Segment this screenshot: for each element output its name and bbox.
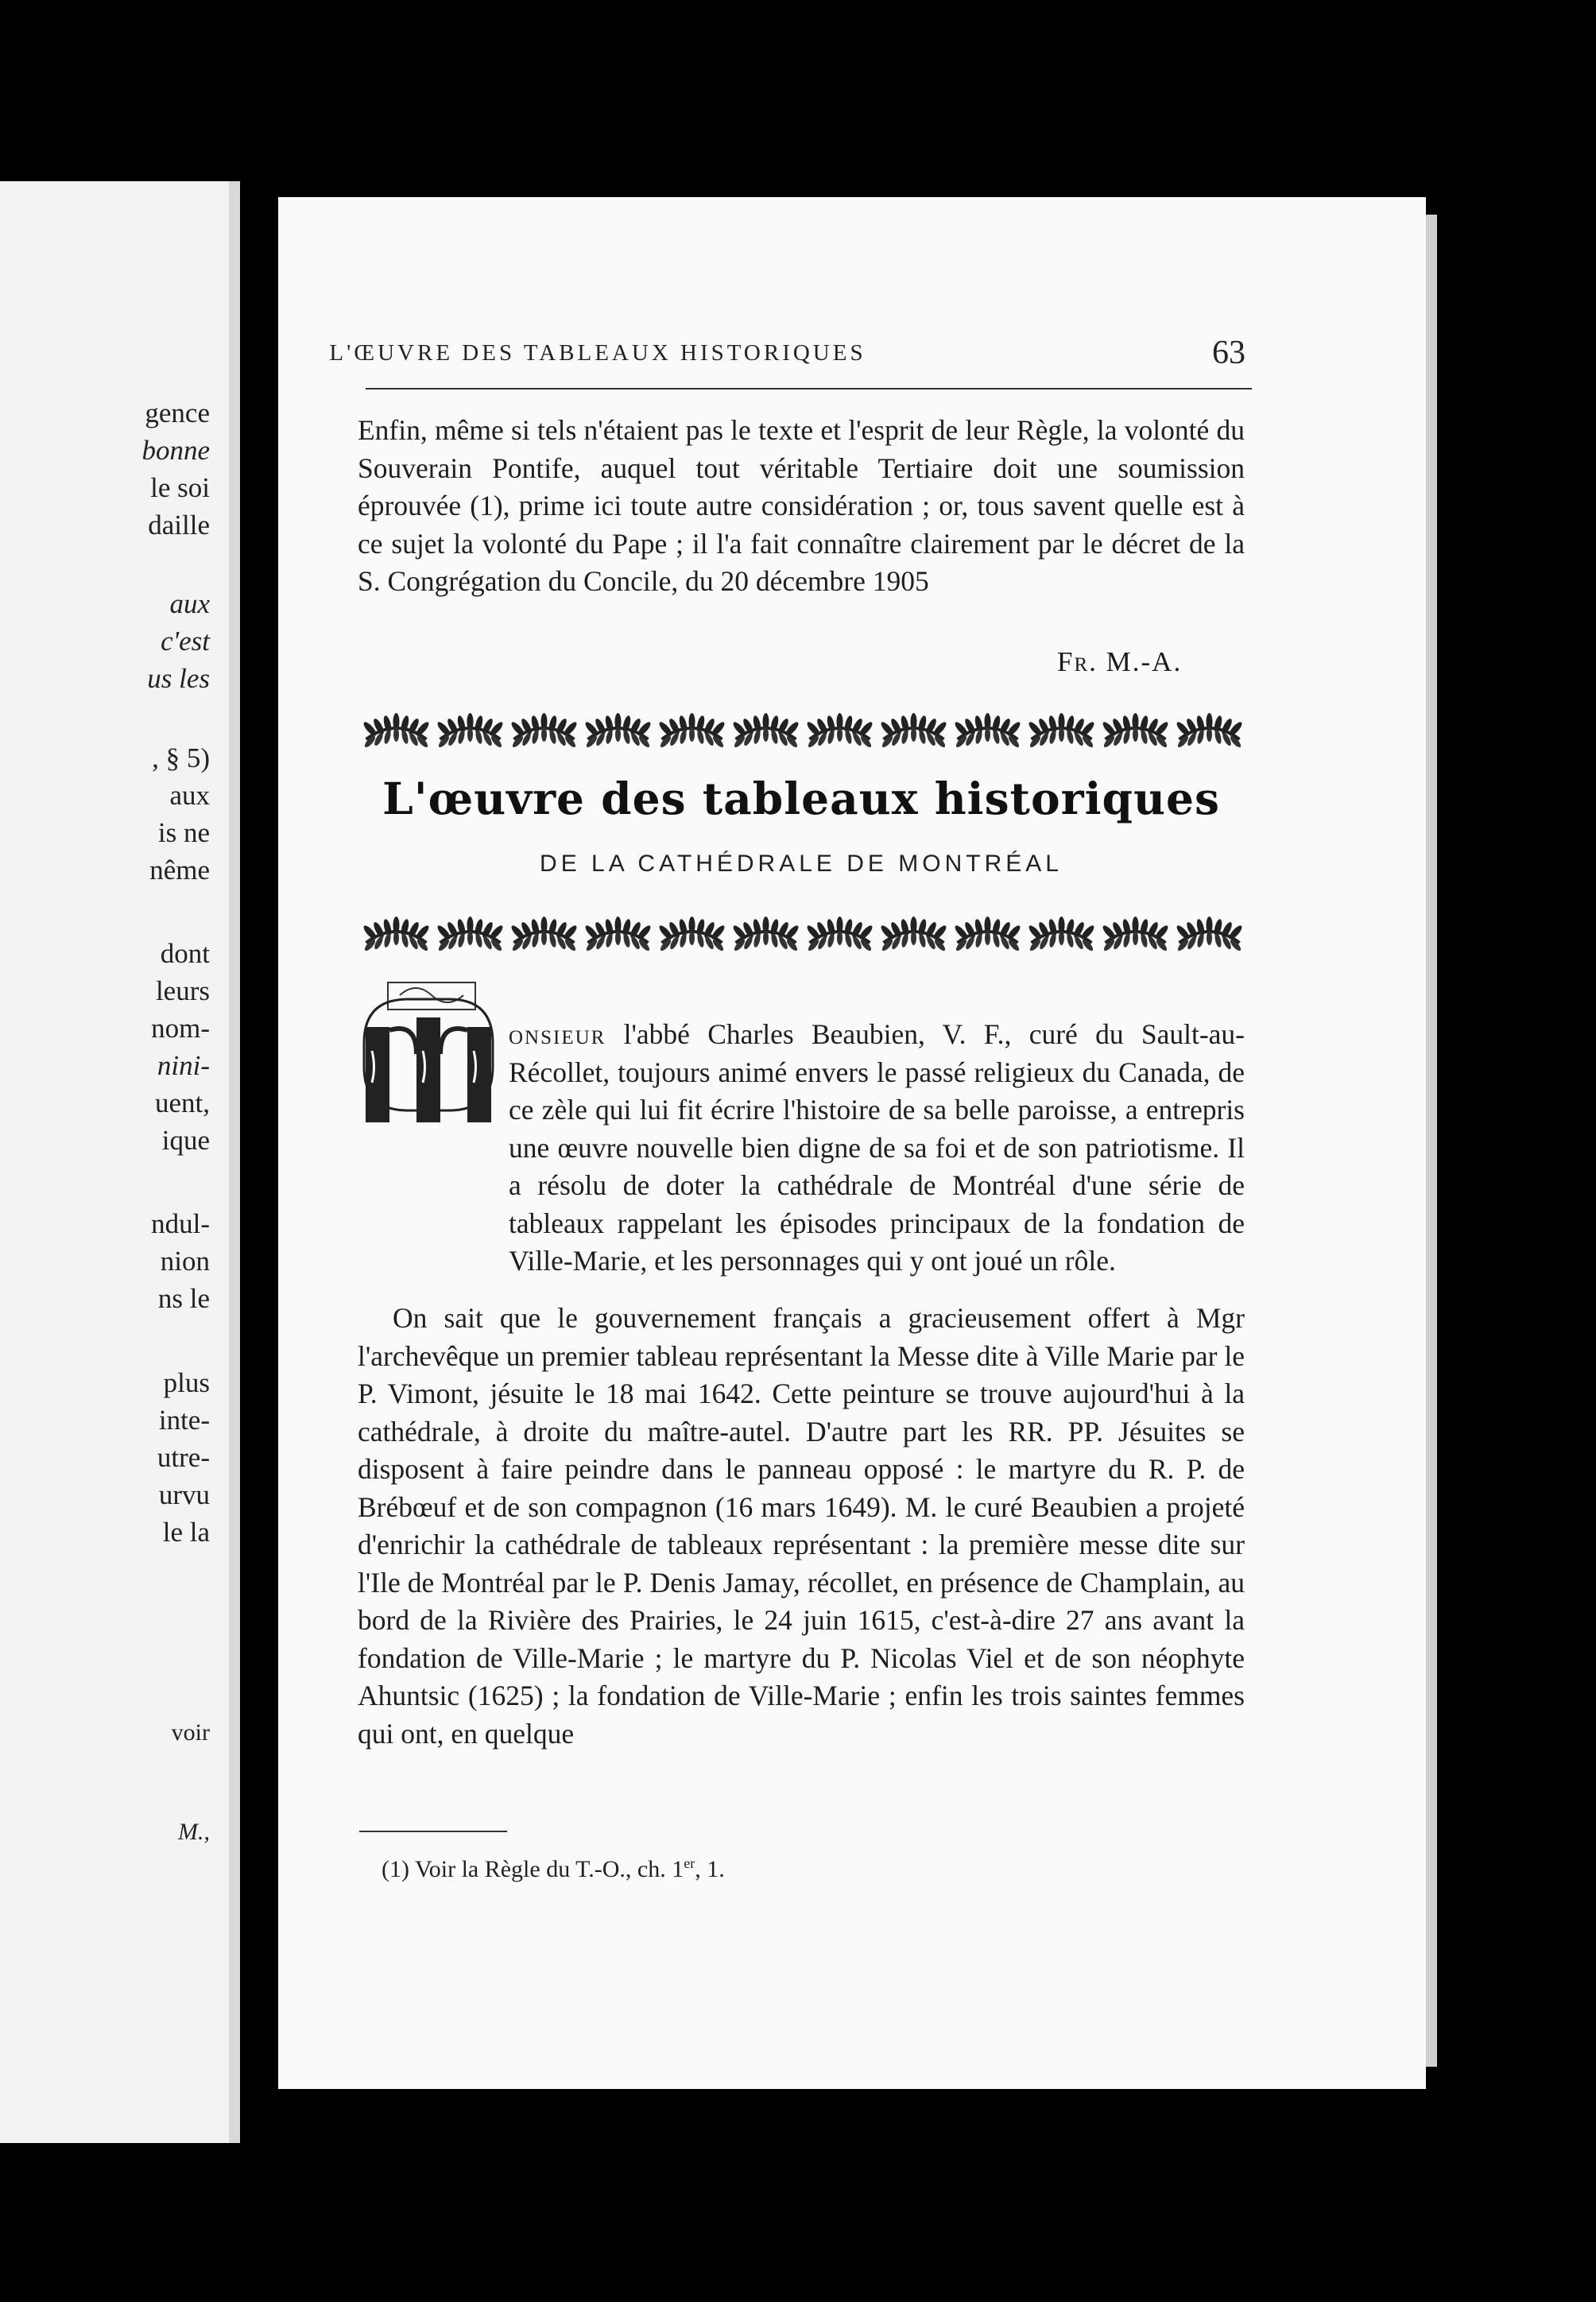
footnote-superscript: er: [684, 1855, 695, 1871]
left-page-line: nom-: [151, 1013, 210, 1044]
left-page-line: uent,: [154, 1087, 210, 1118]
left-page-line: us les: [147, 663, 210, 694]
leaf-ornament-icon: [953, 917, 1022, 952]
left-page-line: ndul-: [151, 1208, 210, 1239]
leaf-ornament-icon: [1175, 713, 1244, 749]
leaf-ornament-icon: [583, 917, 653, 952]
footnote-text-end: , 1.: [695, 1856, 725, 1882]
leaf-ornament-icon: [436, 713, 505, 749]
header-rule: [366, 388, 1252, 389]
left-page-line: utre-: [157, 1442, 210, 1473]
leaf-ornament-icon: [1175, 917, 1244, 952]
left-page-line: voir: [171, 1719, 210, 1746]
left-page-line: M.,: [178, 1819, 210, 1845]
left-page-line: nême: [149, 855, 210, 886]
left-page-line: inte-: [158, 1405, 210, 1436]
previous-page-fragment: [0, 181, 240, 2143]
left-page-line: aux: [169, 588, 210, 619]
leaf-ornament-icon: [805, 917, 874, 952]
leaf-ornament-icon: [657, 713, 726, 749]
leaf-ornament-icon: [1101, 713, 1170, 749]
leaf-ornament-icon: [731, 713, 800, 749]
leaf-ornament-icon: [731, 917, 800, 952]
footnote-marker: (1): [382, 1856, 409, 1882]
left-page-line: leurs: [155, 975, 210, 1006]
leaf-ornament-icon: [509, 917, 579, 952]
footnote-text: Voir la Règle du T.-O., ch. 1: [414, 1856, 684, 1882]
top-ornament-band: [359, 709, 1246, 749]
leaf-ornament-icon: [953, 713, 1022, 749]
left-page-line: aux: [169, 780, 210, 811]
left-page-line: bonne: [141, 435, 210, 466]
leaf-ornament-icon: [509, 713, 579, 749]
leaf-ornament-icon: [879, 917, 948, 952]
bottom-ornament-band: [359, 913, 1246, 952]
article-title: L'œuvre des tableaux historiques: [382, 773, 1220, 824]
left-page-line: gence: [145, 397, 210, 428]
leaf-ornament-icon: [805, 713, 874, 749]
left-page-line: ique: [161, 1125, 210, 1156]
previous-article-conclusion: [358, 412, 1245, 601]
left-page-line: ns le: [157, 1283, 210, 1314]
article-subtitle: DE LA CATHÉDRALE DE MONTRÉAL: [540, 851, 1063, 877]
left-page-line: le la: [162, 1517, 210, 1548]
article-paragraph-2: [358, 1300, 1245, 1753]
leaf-ornament-icon: [879, 713, 948, 749]
footnote-rule: [359, 1831, 507, 1832]
footnote: [382, 1856, 725, 1883]
leaf-ornament-icon: [1027, 917, 1096, 952]
leaf-ornament-icon: [583, 713, 653, 749]
left-page-line: nini-: [157, 1050, 210, 1081]
author-signature: Fr. M.-A.: [1057, 646, 1183, 677]
left-page-line: daille: [148, 510, 210, 541]
leaf-ornament-icon: [657, 917, 726, 952]
paragraph-2-text: On sait que le gouvernement français a gracieusement offert à Mgr l'archevêque un premier tableau représentant la Messe dite à Ville Marie par le P. Vimont, jésuite le 18 mai 1642. Cette peinture se trouve aujourd'hui à la cathédrale, à droite du maître-autel. D'autre part les RR. PP. Jésuites se disposent à faire peindre dans le panneau opposé : le martyre du R. P. de Brébœuf et de son compagnon (16 mars 1649). M. le curé Beaubien a projeté d'enrichir la cathédrale de tableaux représentant : la première messe dite sur l'Ile de Montréal par le P. Denis Jamay, récollet, en présence de Champlain, au bord de la Rivière des Prairies, le 24 juin 1615, c'est-à-dire 27 ans avant la fondation de Ville-Marie ; le martyre du P. Nicolas Viel et de son néophyte Ahuntsic (1625) ; la fondation de Ville-Marie ; enfin les trois saintes femmes qui ont, en quelque: [358, 1302, 1245, 1750]
article-paragraph-1: [358, 1016, 1245, 1281]
left-page-line: le soi: [150, 472, 210, 503]
leaf-ornament-icon: [436, 917, 505, 952]
running-head: L'ŒUVRE DES TABLEAUX HISTORIQUES: [329, 340, 866, 366]
left-page-line: is ne: [157, 817, 210, 848]
leaf-ornament-icon: [362, 917, 431, 952]
left-page-line: urvu: [158, 1479, 210, 1510]
left-page-line: , § 5): [152, 742, 210, 773]
left-page-line: nion: [160, 1246, 210, 1277]
leaf-ornament-icon: [1027, 713, 1096, 749]
leaf-ornament-icon: [362, 713, 431, 749]
left-page-line: plus: [163, 1367, 210, 1398]
left-page-line: dont: [160, 938, 210, 969]
page-edge: [1426, 215, 1437, 2067]
paragraph-1-text: l'abbé Charles Beaubien, V. F., curé du Sault-au-Récollet, toujours animé envers le passé religieux du Canada, de ce zèle qui lui fit écrire l'histoire de sa belle paroisse, a entrepris une œuvre nouvelle bien digne de sa foi et de son patriotisme. Il a résolu de doter la cathédrale de Montréal d'une série de tableaux rappelant les épisodes principaux de la fondation de Ville-Marie, et les personnages qui y ont joué un rôle.: [509, 1018, 1245, 1277]
previous-article-paragraph: Enfin, même si tels n'étaient pas le texte et l'esprit de leur Règle, la volonté du Souverain Pontife, auquel tout véritable Tertiaire doit une soumission éprouvée (1), prime ici toute autre considération ; or, tous savent quelle est à ce sujet la volonté du Pape ; il l'a fait connaître clairement par le décret de la S. Congrégation du Concile, du 20 décembre 1905: [358, 414, 1245, 597]
leaf-ornament-icon: [1101, 917, 1170, 952]
left-page-line: c'est: [161, 626, 210, 657]
first-word-rest: onsieur: [509, 1018, 606, 1050]
page-number: 63: [1212, 335, 1245, 371]
